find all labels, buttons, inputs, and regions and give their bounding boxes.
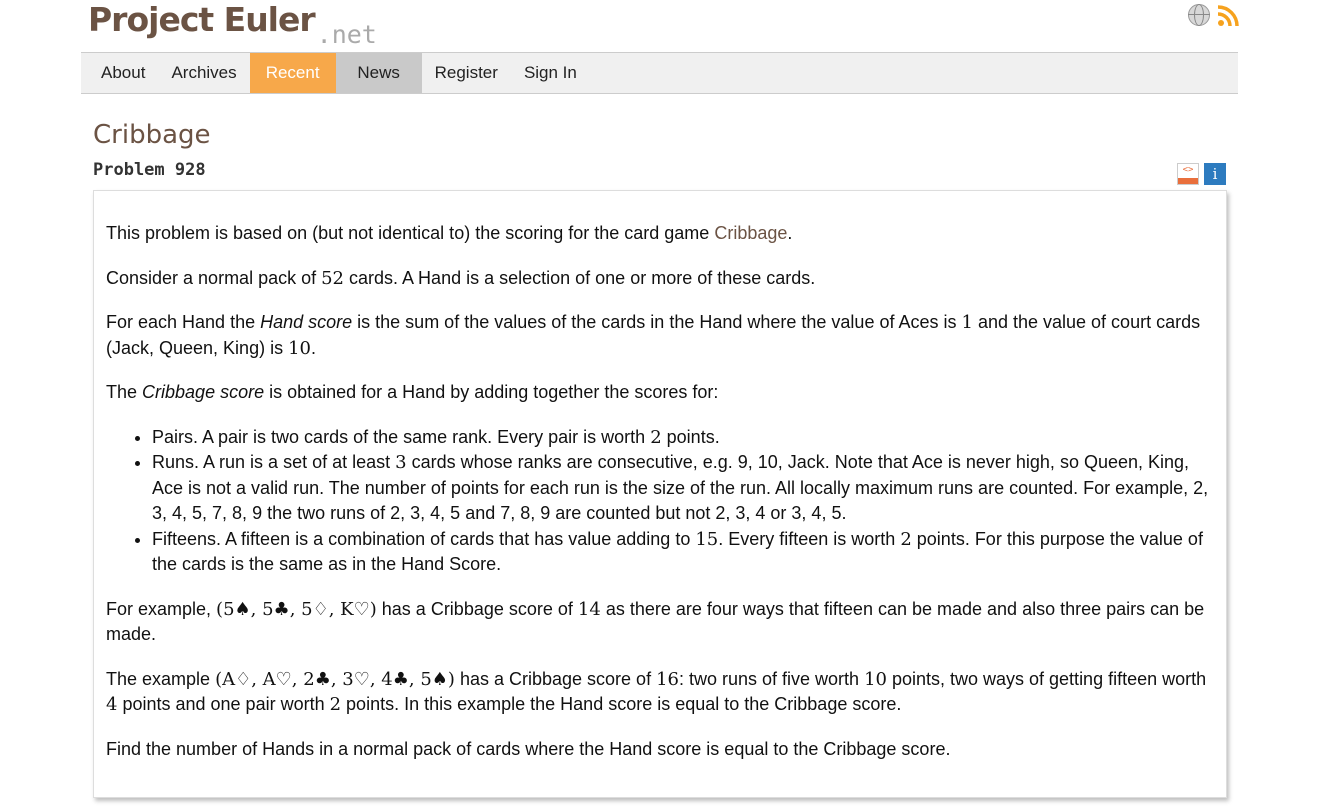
nav-recent[interactable]: Recent xyxy=(250,53,336,93)
info-icon[interactable]: i xyxy=(1204,163,1226,185)
problem-content xyxy=(93,190,1227,798)
paragraph-hand-score: For each Hand the Hand score is the sum of the values of the cards in the Hand where the value of Aces is 1 and the value of court cards (Jack, Queen, King) is 10. xyxy=(106,312,1201,359)
paragraph-question: Find the number of Hands in a normal pack of cards where the Hand score is equal to the Cribbage score. xyxy=(106,738,951,759)
nav-sign-in[interactable]: Sign In xyxy=(523,63,577,82)
cribbage-link[interactable]: Cribbage xyxy=(714,223,788,243)
scoring-list xyxy=(106,425,1214,578)
logo-text: Project Euler xyxy=(88,0,315,39)
nav-register[interactable]: Register xyxy=(434,63,498,82)
paragraph-example-1: For example, (5♠, 5♣, 5♢, K♡) has a Cribbage score of 14 as there are four ways that fifteen can be made and also three pairs can be made. xyxy=(106,598,1205,644)
top-icons xyxy=(1188,4,1240,28)
globe-icon[interactable] xyxy=(1188,4,1210,26)
paragraph-cribbage-score: The Cribbage score is obtained for a Hand by adding together the scores for: xyxy=(106,382,719,402)
list-item-runs: • Runs. A run is a set of at least 3 cards whose ranks are consecutive, e.g. 9, 10, Jack. Note that Ace is never high, so Queen, King, Ace is not a valid run. The number of points for each run is the size of the run. All locally maximum runs are counted. For example, 2, 3, 4, 5, 7, 8, 9 the two runs of 2, 3, 4, 5 and 7, 8, 9 are counted but not 2, 3, 4 or 3, 4, 5. xyxy=(152,450,1214,527)
main-nav xyxy=(81,52,1238,94)
paragraph-intro: This problem is based on (but not identical to) the scoring for the card game Cribbage. xyxy=(106,223,793,243)
nav-archives[interactable]: Archives xyxy=(171,63,237,82)
source-code-glyph: <> xyxy=(1182,165,1194,175)
nav-news[interactable]: News xyxy=(336,53,422,93)
rss-icon[interactable] xyxy=(1216,4,1240,28)
source-file-icon[interactable] xyxy=(1177,163,1199,185)
paragraph-pack: Consider a normal pack of 52 cards. A Hand is a selection of one or more of these cards. xyxy=(106,267,816,289)
problem-title: Cribbage xyxy=(93,120,211,150)
logo-suffix: .net xyxy=(316,20,377,49)
site-logo[interactable] xyxy=(88,0,377,49)
problem-number: Problem 928 xyxy=(93,160,206,180)
paragraph-example-2: The example (A♢, A♡, 2♣, 3♡, 4♣, 5♠) has a Cribbage score of 16: two runs of five worth 10 points, two ways of getting fifteen worth 4 points and one pair worth 2 points. In this example the Hand score is equal to the Cribbage score. xyxy=(106,668,1207,715)
list-item-fifteens: • Fifteens. A fifteen is a combination of cards that has value adding to 15. Every fifteen is worth 2 points. For this purpose the value of the cards is the same as in the Hand Score. xyxy=(152,527,1214,578)
list-item-pairs: • Pairs. A pair is two cards of the same rank. Every pair is worth 2 points. xyxy=(152,425,1214,451)
nav-about[interactable]: About xyxy=(101,63,146,82)
